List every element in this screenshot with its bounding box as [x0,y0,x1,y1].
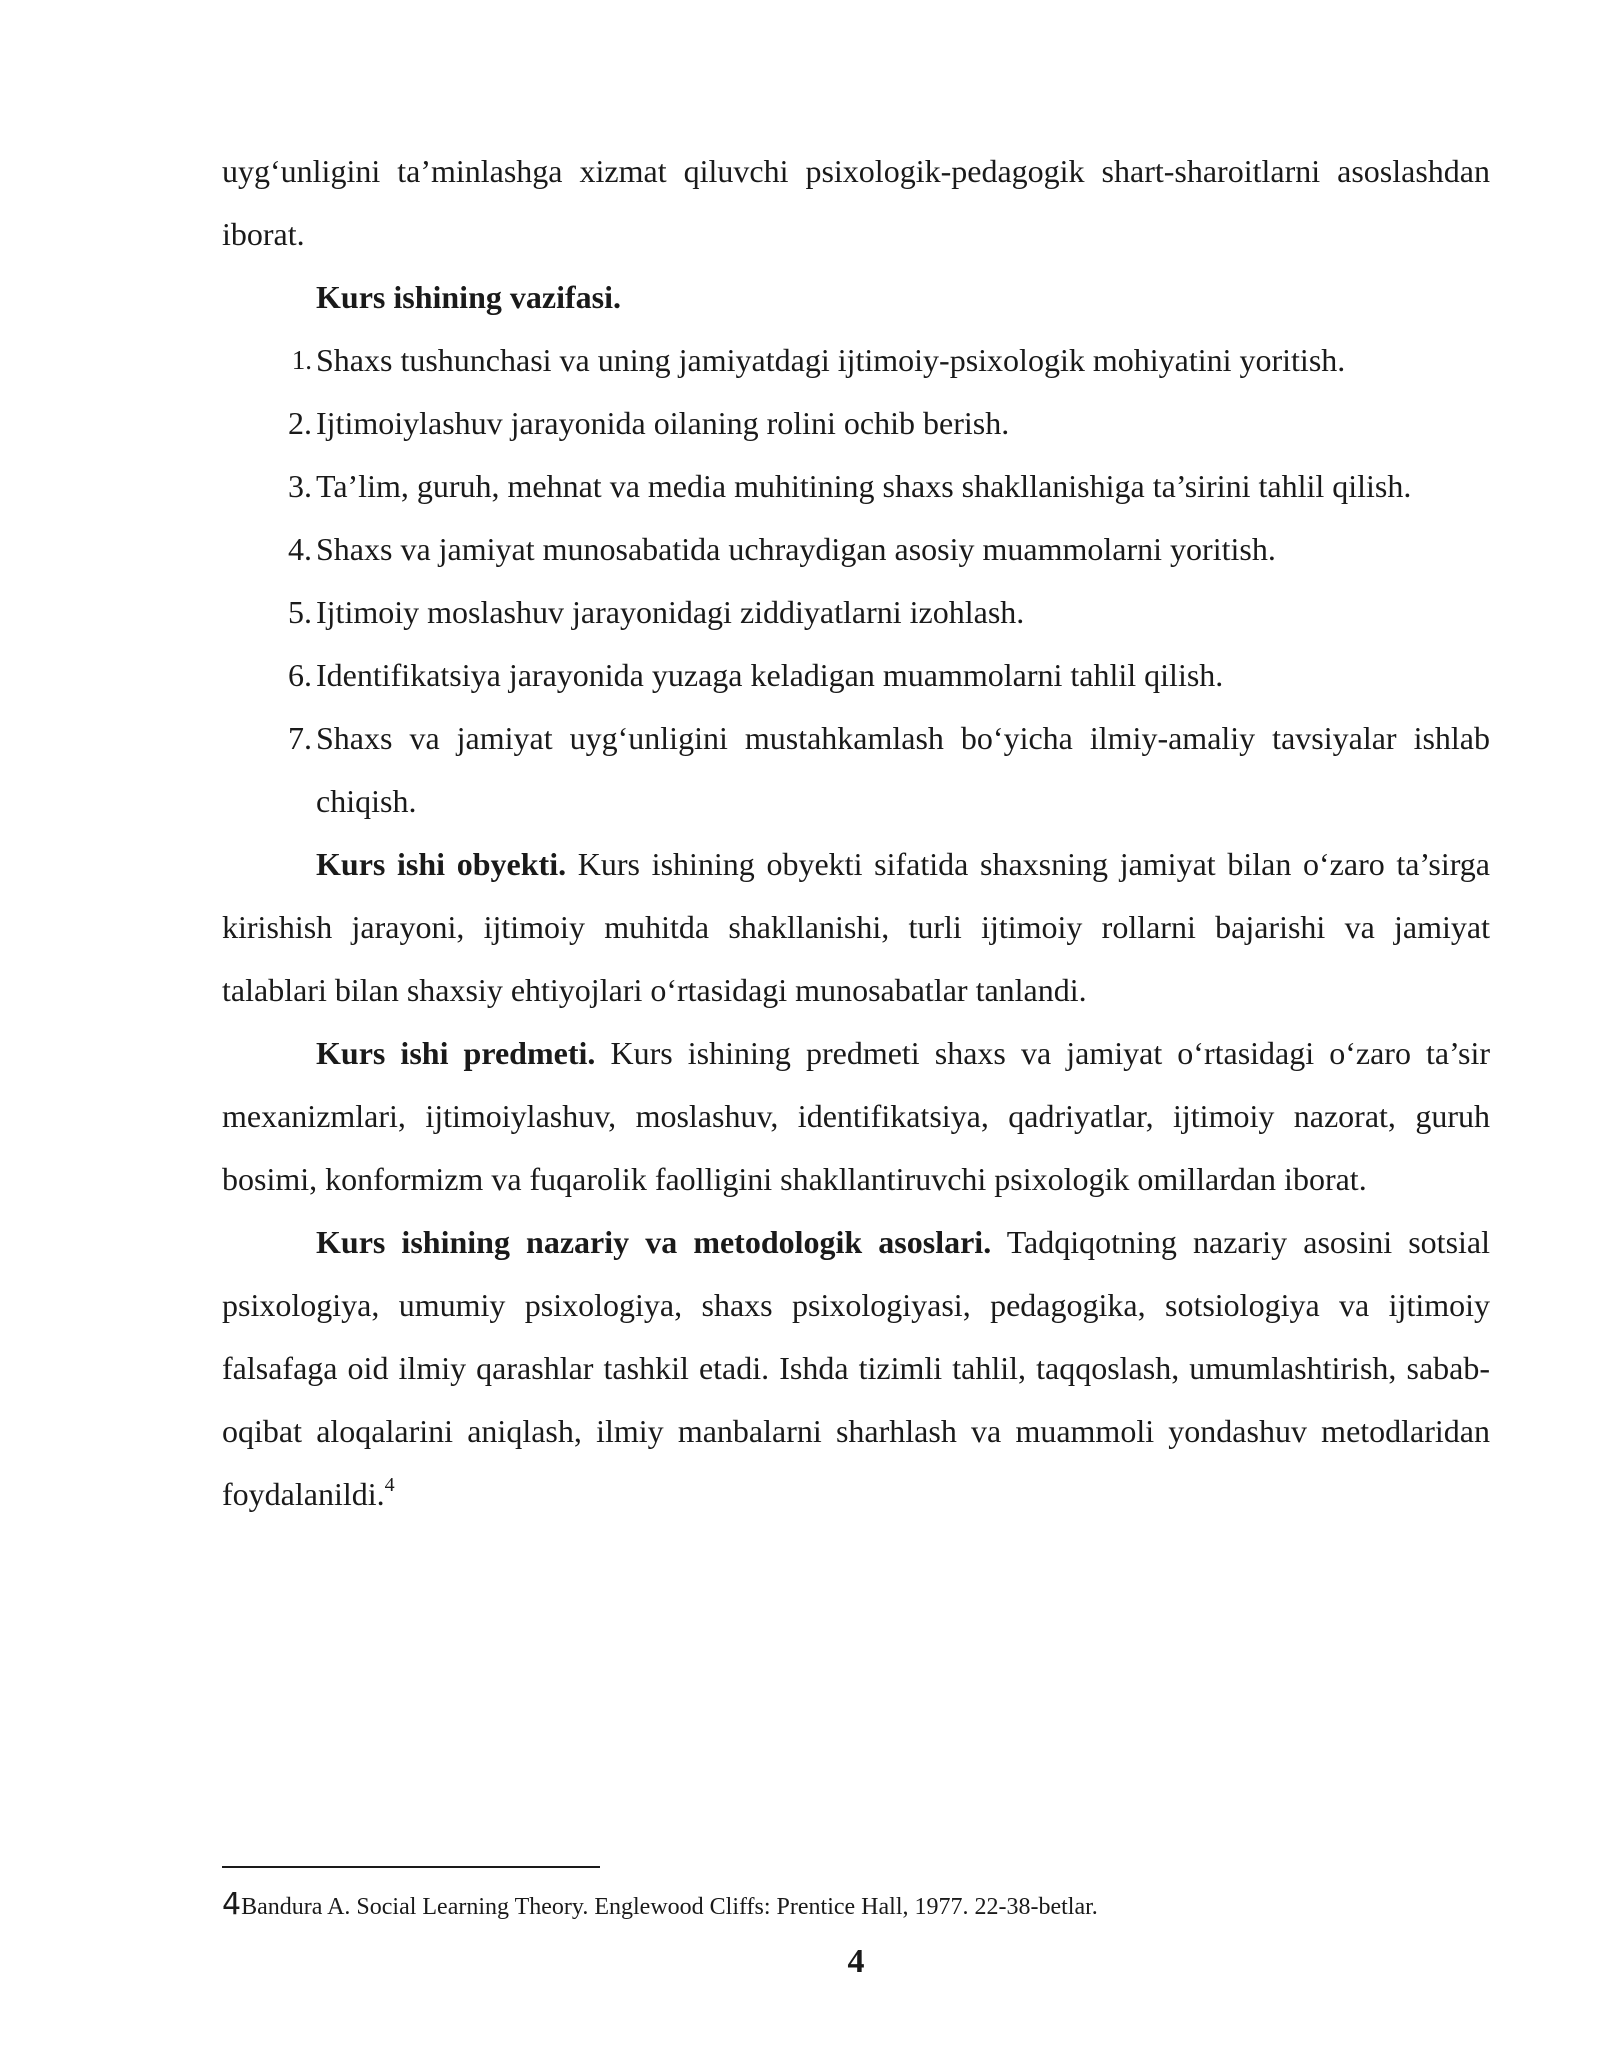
list-item-number: 6. [288,657,312,693]
list-item [222,518,1490,581]
methodology-paragraph [222,1211,1490,1526]
subject-paragraph [222,1022,1490,1211]
document-body [222,140,1490,1526]
tasks-list [222,329,1490,833]
methodology-text: Tadqiqotning nazariy asosini sotsial psixologiya, umumiy psixologiya, shaxs psixologiyasi, pedagogika, sotsiologiya va ijtimoiy falsafaga oid ilmiy qarashlar tashkil etadi. Ishda tizimli tahlil, taqqoslash, umumlashtirish, sabab-oqibat aloqalarini aniqlash, ilmiy manbalarni sharhlash va muammoli yondashuv metodlaridan foydalanildi. [222,1224,1491,1512]
object-paragraph [222,833,1490,1022]
footnote-reference[interactable]: 4 [384,1474,395,1496]
list-item [222,581,1490,644]
list-item [222,455,1490,518]
list-item-text: Shaxs tushunchasi va uning jamiyatdagi ijtimoiy-psixologik mohiyatini yoritish. [316,342,1346,378]
footnote-separator [222,1866,600,1868]
list-item-text: Shaxs va jamiyat uyg‘unligini mustahkamlash bo‘yicha ilmiy-amaliy tavsiyalar ishlab chiqish. [316,720,1490,819]
object-text: Kurs ishining obyekti sifatida shaxsning jamiyat bilan o‘zaro ta’sirga kirishish jarayoni, ijtimoiy muhitda shakllanishi, turli ijtimoiy rollarni bajarishi va jamiyat talablari bilan shaxsiy ehtiyojlari o‘rtasidagi munosabatlar tanlandi. [222,846,1491,1008]
list-item-number: 3. [288,468,312,504]
footnote [222,1888,1490,1924]
subject-text: Kurs ishining predmeti shaxs va jamiyat o‘rtasidagi o‘zaro ta’sir mexanizmlari, ijtimoiylashuv, moslashuv, identifikatsiya, qadriyatlar, ijtimoiy nazorat, guruh bosimi, konformizm va fuqarolik faolligini shakllantiruvchi psixologik omillardan iborat. [222,1035,1491,1197]
intro-paragraph: uyg‘unligini ta’minlashga xizmat qiluvchi psixologik-pedagogik shart-sharoitlarni asoslashdan iborat. [222,153,1490,252]
list-item [222,329,1490,392]
list-item-text: Ta’lim, guruh, mehnat va media muhitining shaxs shakllanishiga ta’sirini tahlil qilish. [316,468,1412,504]
methodology-label: Kurs ishining nazariy va metodologik asoslari. [316,1224,992,1260]
footnote-number: 4 [222,1887,242,1922]
list-item-text: Shaxs va jamiyat munosabatida uchraydigan asosiy muammolarni yoritish. [316,531,1276,567]
list-item [222,644,1490,707]
list-item [222,707,1490,833]
page-number: 4 [847,1943,865,1980]
subject-label: Kurs ishi predmeti. [316,1035,596,1071]
list-item-text: Ijtimoiylashuv jarayonida oilaning rolini ochib berish. [316,405,1010,441]
list-item-number: 7. [288,720,312,756]
list-item-number: 5. [288,594,312,630]
list-item-text: Identifikatsiya jarayonida yuzaga keladigan muammolarni tahlil qilish. [316,657,1224,693]
object-label: Kurs ishi obyekti. [316,846,567,882]
list-item-number: 4. [288,531,312,567]
list-item-text: Ijtimoiy moslashuv jarayonidagi ziddiyatlarni izohlash. [316,594,1025,630]
tasks-heading: Kurs ishining vazifasi. [316,279,621,315]
list-item [222,392,1490,455]
footnote-text: Bandura A. Social Learning Theory. Englewood Cliffs: Prentice Hall, 1977. 22-38-betlar. [241,1894,1098,1920]
list-item-number: 2. [288,405,312,441]
list-item-number: 1. [291,345,312,375]
